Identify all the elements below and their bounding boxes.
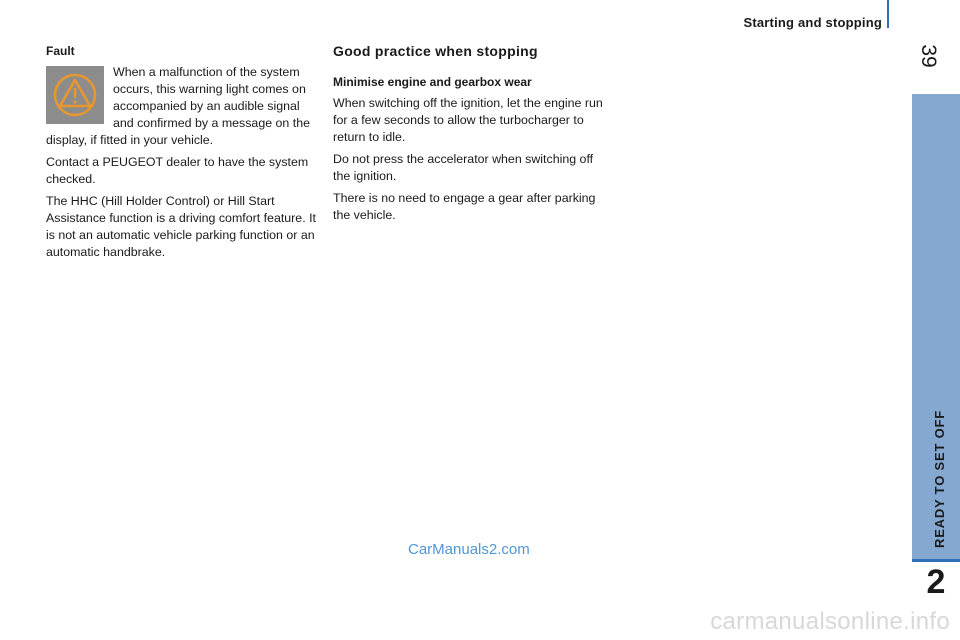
section-title: Good practice when stopping bbox=[333, 43, 538, 59]
gear-paragraph: There is no need to engage a gear after parking the vehicle. bbox=[333, 191, 596, 222]
dealer-paragraph: Contact a PEUGEOT dealer to have the system checked. bbox=[46, 155, 309, 186]
fault-description: When a malfunction of the system occurs, this warning light comes on accompanied by an audible signal and confirmed by a message on the display, if fitted in your vehicle. bbox=[46, 65, 310, 147]
page-header-title: Starting and stopping bbox=[743, 15, 882, 30]
watermark-footer: carmanualsonline.info bbox=[710, 608, 950, 635]
accelerator-paragraph: Do not press the accelerator when switching off the ignition. bbox=[333, 152, 594, 183]
ignition-paragraph: When switching off the ignition, let the engine run for a few seconds to allow the turbocharger to return to idle. bbox=[333, 96, 603, 144]
fault-subheading: Fault bbox=[46, 44, 75, 58]
watermark-link[interactable]: CarManuals2.com bbox=[408, 541, 530, 558]
wear-subheading: Minimise engine and gearbox wear bbox=[333, 75, 532, 89]
left-column bbox=[46, 43, 316, 266]
warning-triangle-icon bbox=[51, 71, 99, 119]
chapter-number: 2 bbox=[926, 563, 946, 601]
hhc-paragraph: The HHC (Hill Holder Control) or Hill Start Assistance function is a driving comfort feature. It is not an automatic vehicle parking function or an automatic handbrake. bbox=[46, 194, 316, 259]
header-rule bbox=[887, 0, 889, 28]
page-number: 39 bbox=[917, 44, 940, 68]
chapter-number-rule bbox=[912, 559, 960, 562]
right-column bbox=[333, 43, 605, 229]
chapter-section-label: READY TO SET OFF bbox=[932, 409, 947, 548]
warning-light-box bbox=[46, 66, 104, 124]
